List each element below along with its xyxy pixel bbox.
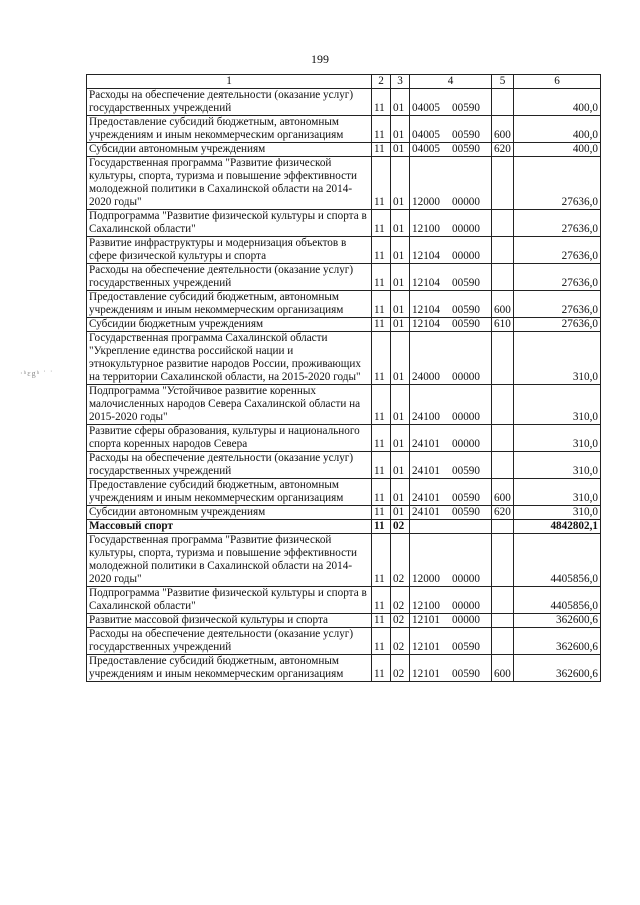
row-target-article-code: 24101 — [412, 492, 440, 504]
row-target-article-cell — [410, 587, 492, 614]
row-target-article-code: 04005 — [412, 143, 440, 155]
table-row — [87, 264, 601, 291]
table-row — [87, 318, 601, 332]
row-name-cell: Подпрограмма "Развитие физической культуры и спорта в Сахалинской области" — [87, 587, 372, 614]
row-section-cell: 11 — [372, 318, 391, 332]
row-name-cell: Субсидии автономным учреждениям — [87, 143, 372, 157]
table-row — [87, 520, 601, 534]
row-expense-type-cell — [492, 587, 514, 614]
row-target-article-cell — [410, 628, 492, 655]
row-target-article-subcode: 00590 — [452, 304, 480, 316]
table-row — [87, 385, 601, 425]
row-name-cell: Государственная программа "Развитие физической культуры, спорта, туризма и повышение эффективности молодежной политики в Сахалинской области на 2014-2020 годы" — [87, 157, 372, 210]
row-target-article-code: 24101 — [412, 465, 440, 477]
row-target-article-cell — [410, 452, 492, 479]
row-name-cell: Субсидии автономным учреждениям — [87, 506, 372, 520]
row-section-cell: 11 — [372, 506, 391, 520]
row-subsection-cell: 01 — [391, 143, 410, 157]
row-target-article-cell — [410, 157, 492, 210]
row-target-article-code: 24100 — [412, 411, 440, 423]
row-section-cell: 11 — [372, 425, 391, 452]
row-expense-type-cell: 600 — [492, 291, 514, 318]
row-amount-cell: 310,0 — [514, 385, 601, 425]
row-subsection-cell: 02 — [391, 614, 410, 628]
row-target-article-cell — [410, 385, 492, 425]
row-target-article-cell — [410, 425, 492, 452]
row-target-article-cell — [410, 116, 492, 143]
row-section-cell: 11 — [372, 89, 391, 116]
header-cell: 2 — [372, 75, 391, 89]
row-amount-cell: 27636,0 — [514, 291, 601, 318]
row-subsection-cell: 01 — [391, 506, 410, 520]
row-section-cell: 11 — [372, 291, 391, 318]
row-target-article-cell — [410, 237, 492, 264]
row-section-cell: 11 — [372, 143, 391, 157]
row-target-article-cell — [410, 479, 492, 506]
row-target-article-subcode: 00590 — [452, 506, 480, 518]
row-amount-cell: 310,0 — [514, 332, 601, 385]
header-cell: 4 — [410, 75, 492, 89]
row-target-article-cell — [410, 614, 492, 628]
margin-scan-noise: ·ʰɛgʰ ˙ ˙ — [20, 369, 54, 378]
row-expense-type-cell: 620 — [492, 143, 514, 157]
row-section-cell: 11 — [372, 479, 391, 506]
row-target-article-code: 12000 — [412, 573, 440, 585]
row-name-cell: Субсидии бюджетным учреждениям — [87, 318, 372, 332]
header-row — [87, 75, 601, 89]
row-target-article-subcode: 00590 — [452, 465, 480, 477]
row-section-cell: 11 — [372, 587, 391, 614]
row-section-cell: 11 — [372, 655, 391, 682]
row-target-article-subcode: 00000 — [452, 600, 480, 612]
row-subsection-cell: 01 — [391, 318, 410, 332]
row-amount-cell: 4842802,1 — [514, 520, 601, 534]
row-target-article-code: 12104 — [412, 304, 440, 316]
row-subsection-cell: 01 — [391, 264, 410, 291]
header-cell: 3 — [391, 75, 410, 89]
row-target-article-subcode: 00590 — [452, 143, 480, 155]
header-cell: 5 — [492, 75, 514, 89]
row-expense-type-cell — [492, 520, 514, 534]
row-subsection-cell: 01 — [391, 425, 410, 452]
row-target-article-subcode: 00590 — [452, 102, 480, 114]
row-amount-cell: 400,0 — [514, 89, 601, 116]
row-target-article-cell — [410, 291, 492, 318]
table-row — [87, 614, 601, 628]
row-amount-cell: 310,0 — [514, 425, 601, 452]
row-subsection-cell: 01 — [391, 210, 410, 237]
row-expense-type-cell: 610 — [492, 318, 514, 332]
row-section-cell: 11 — [372, 210, 391, 237]
row-target-article-subcode: 00590 — [452, 492, 480, 504]
row-amount-cell: 27636,0 — [514, 237, 601, 264]
row-expense-type-cell — [492, 210, 514, 237]
row-target-article-subcode: 00590 — [452, 641, 480, 653]
row-target-article-cell — [410, 506, 492, 520]
row-expense-type-cell: 600 — [492, 655, 514, 682]
page-number: 199 — [311, 52, 329, 66]
table-row — [87, 89, 601, 116]
row-target-article-code: 24000 — [412, 371, 440, 383]
row-expense-type-cell: 620 — [492, 506, 514, 520]
table-row — [87, 291, 601, 318]
row-subsection-cell: 01 — [391, 479, 410, 506]
table-row — [87, 332, 601, 385]
row-subsection-cell: 01 — [391, 157, 410, 210]
row-expense-type-cell — [492, 237, 514, 264]
row-amount-cell: 310,0 — [514, 452, 601, 479]
row-subsection-cell: 01 — [391, 385, 410, 425]
row-expense-type-cell — [492, 89, 514, 116]
row-target-article-code: 12104 — [412, 318, 440, 330]
row-section-cell: 11 — [372, 534, 391, 587]
row-section-cell: 11 — [372, 157, 391, 210]
row-target-article-code: 12104 — [412, 277, 440, 289]
row-target-article-cell — [410, 143, 492, 157]
row-name-cell: Расходы на обеспечение деятельности (оказание услуг) государственных учреждений — [87, 264, 372, 291]
row-amount-cell: 27636,0 — [514, 264, 601, 291]
row-section-cell: 11 — [372, 332, 391, 385]
row-expense-type-cell — [492, 385, 514, 425]
row-subsection-cell: 01 — [391, 332, 410, 385]
row-amount-cell: 4405856,0 — [514, 587, 601, 614]
row-name-cell: Предоставление субсидий бюджетным, автономным учреждениям и иным некоммерческим организациям — [87, 479, 372, 506]
row-target-article-subcode: 00590 — [452, 318, 480, 330]
row-subsection-cell: 02 — [391, 587, 410, 614]
row-amount-cell: 310,0 — [514, 506, 601, 520]
row-target-article-code: 12100 — [412, 223, 440, 235]
row-name-cell: Массовый спорт — [87, 520, 372, 534]
table-row — [87, 210, 601, 237]
header-cell: 1 — [87, 75, 372, 89]
row-target-article-subcode: 00000 — [452, 573, 480, 585]
table-row — [87, 506, 601, 520]
row-target-article-subcode: 00000 — [452, 411, 480, 423]
row-section-cell: 11 — [372, 628, 391, 655]
table-row — [87, 237, 601, 264]
row-target-article-cell — [410, 89, 492, 116]
row-expense-type-cell — [492, 157, 514, 210]
row-amount-cell: 400,0 — [514, 143, 601, 157]
row-name-cell: Развитие инфраструктуры и модернизация объектов в сфере физической культуры и спорта — [87, 237, 372, 264]
row-expense-type-cell — [492, 534, 514, 587]
row-target-article-cell — [410, 332, 492, 385]
row-target-article-cell — [410, 264, 492, 291]
row-target-article-subcode: 00000 — [452, 223, 480, 235]
row-target-article-code: 24101 — [412, 506, 440, 518]
table-row — [87, 116, 601, 143]
table-row — [87, 452, 601, 479]
row-subsection-cell: 01 — [391, 89, 410, 116]
table-row — [87, 534, 601, 587]
row-name-cell: Предоставление субсидий бюджетным, автономным учреждениям и иным некоммерческим организациям — [87, 655, 372, 682]
row-subsection-cell: 02 — [391, 534, 410, 587]
row-amount-cell: 400,0 — [514, 116, 601, 143]
row-target-article-subcode: 00590 — [452, 668, 480, 680]
row-name-cell: Расходы на обеспечение деятельности (оказание услуг) государственных учреждений — [87, 452, 372, 479]
row-section-cell: 11 — [372, 264, 391, 291]
row-name-cell: Государственная программа "Развитие физической культуры, спорта, туризма и повышение эффективности молодежной политики в Сахалинской области на 2014-2020 годы" — [87, 534, 372, 587]
row-target-article-cell — [410, 210, 492, 237]
row-target-article-subcode: 00000 — [452, 438, 480, 450]
row-section-cell: 11 — [372, 614, 391, 628]
row-amount-cell: 4405856,0 — [514, 534, 601, 587]
row-target-article-cell — [410, 655, 492, 682]
row-target-article-code: 04005 — [412, 129, 440, 141]
row-name-cell: Развитие сферы образования, культуры и национального спорта коренных народов Севера — [87, 425, 372, 452]
row-amount-cell: 27636,0 — [514, 210, 601, 237]
row-target-article-subcode: 00000 — [452, 371, 480, 383]
row-amount-cell: 310,0 — [514, 479, 601, 506]
row-expense-type-cell — [492, 628, 514, 655]
row-name-cell: Подпрограмма "Развитие физической культуры и спорта в Сахалинской области" — [87, 210, 372, 237]
row-subsection-cell: 02 — [391, 628, 410, 655]
table-row — [87, 479, 601, 506]
table-row — [87, 655, 601, 682]
row-name-cell: Предоставление субсидий бюджетным, автономным учреждениям и иным некоммерческим организациям — [87, 116, 372, 143]
row-section-cell: 11 — [372, 116, 391, 143]
row-target-article-cell — [410, 534, 492, 587]
row-target-article-code: 12101 — [412, 641, 440, 653]
row-target-article-code: 12000 — [412, 196, 440, 208]
row-target-article-subcode: 00000 — [452, 614, 480, 626]
row-expense-type-cell: 600 — [492, 479, 514, 506]
row-expense-type-cell: 600 — [492, 116, 514, 143]
row-target-article-code: 12101 — [412, 614, 440, 626]
row-subsection-cell: 02 — [391, 655, 410, 682]
row-target-article-code: 12104 — [412, 250, 440, 262]
row-amount-cell: 27636,0 — [514, 157, 601, 210]
row-target-article-subcode: 00590 — [452, 129, 480, 141]
row-target-article-subcode: 00590 — [452, 277, 480, 289]
row-amount-cell: 362600,6 — [514, 655, 601, 682]
row-target-article-cell — [410, 520, 492, 534]
row-target-article-code: 24101 — [412, 438, 440, 450]
table-row — [87, 425, 601, 452]
row-target-article-cell — [410, 318, 492, 332]
row-expense-type-cell — [492, 425, 514, 452]
row-target-article-code: 12100 — [412, 600, 440, 612]
table-row — [87, 628, 601, 655]
row-name-cell: Развитие массовой физической культуры и спорта — [87, 614, 372, 628]
row-expense-type-cell — [492, 264, 514, 291]
row-subsection-cell: 02 — [391, 520, 410, 534]
row-subsection-cell: 01 — [391, 452, 410, 479]
table-row — [87, 587, 601, 614]
row-name-cell: Подпрограмма "Устойчивое развитие коренных малочисленных народов Севера Сахалинской области на 2015-2020 годы" — [87, 385, 372, 425]
row-section-cell: 11 — [372, 452, 391, 479]
row-name-cell: Государственная программа Сахалинской области "Укрепление единства российской нации и этнокультурное развитие народов России, проживающих на территории Сахалинской области, на 2015-2020 годы" — [87, 332, 372, 385]
row-name-cell: Расходы на обеспечение деятельности (оказание услуг) государственных учреждений — [87, 628, 372, 655]
header-cell: 6 — [514, 75, 601, 89]
row-name-cell: Расходы на обеспечение деятельности (оказание услуг) государственных учреждений — [87, 89, 372, 116]
row-subsection-cell: 01 — [391, 116, 410, 143]
row-section-cell: 11 — [372, 385, 391, 425]
row-amount-cell: 362600,6 — [514, 614, 601, 628]
row-name-cell: Предоставление субсидий бюджетным, автономным учреждениям и иным некоммерческим организациям — [87, 291, 372, 318]
row-section-cell: 11 — [372, 520, 391, 534]
row-section-cell: 11 — [372, 237, 391, 264]
table-row — [87, 143, 601, 157]
row-amount-cell: 27636,0 — [514, 318, 601, 332]
row-subsection-cell: 01 — [391, 237, 410, 264]
row-target-article-subcode: 00000 — [452, 196, 480, 208]
row-expense-type-cell — [492, 332, 514, 385]
table-row — [87, 157, 601, 210]
row-expense-type-cell — [492, 614, 514, 628]
budget-table — [86, 74, 601, 682]
row-expense-type-cell — [492, 452, 514, 479]
row-amount-cell: 362600,6 — [514, 628, 601, 655]
row-subsection-cell: 01 — [391, 291, 410, 318]
row-target-article-code: 04005 — [412, 102, 440, 114]
row-target-article-subcode: 00000 — [452, 250, 480, 262]
row-target-article-code: 12101 — [412, 668, 440, 680]
